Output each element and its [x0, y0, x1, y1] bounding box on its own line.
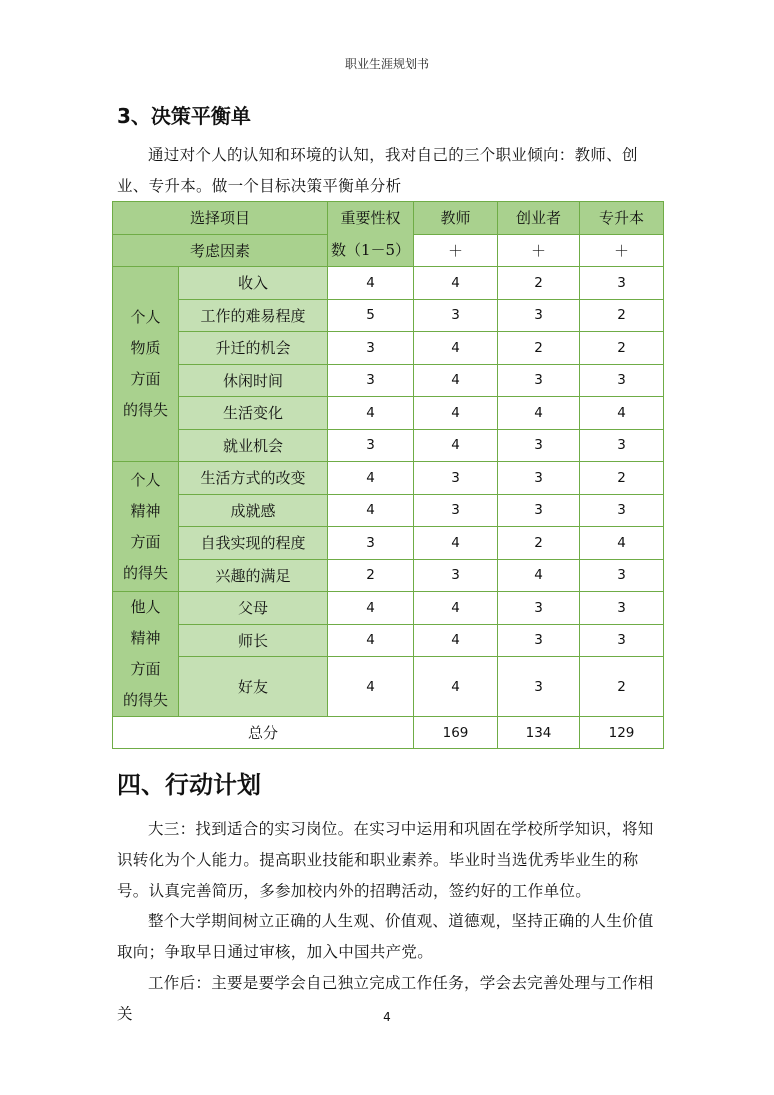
value-cell: 4 [414, 657, 498, 717]
section-heading: 3、决策平衡单 [117, 104, 251, 128]
importance-header-line2: 数（1－5） [330, 241, 411, 259]
value-cell: 3 [498, 429, 580, 462]
group-label-line: 精神 [130, 501, 161, 520]
value-cell: 3 [498, 592, 580, 625]
group-label-line: 的得失 [122, 691, 168, 709]
group-label-line: 个人 [130, 470, 161, 489]
value-cell: 2 [498, 267, 580, 300]
table-row [113, 364, 664, 397]
group-label-line: 方面 [130, 370, 161, 388]
page-header-title: 职业生涯规划书 [344, 57, 429, 71]
value-cell: 4 [414, 624, 498, 657]
value-cell: 3 [498, 462, 580, 495]
weight-cell: 4 [328, 592, 414, 625]
group-label-line: 个人 [130, 308, 161, 326]
table-row [113, 397, 664, 430]
value-cell: 4 [414, 267, 498, 300]
action-plan-heading: 四、行动计划 [117, 771, 261, 799]
select-items-header: 选择项目 [113, 202, 328, 235]
table-row [113, 657, 664, 717]
value-cell: 3 [498, 624, 580, 657]
factor-cell: 升迁的机会 [179, 332, 328, 365]
action-paragraph: 大三：找到适合的实习岗位。在实习中运用和巩固在学校所学知识，将知识转化为个人能力。提高职业技能和职业素养。毕业时当选优秀毕业生的称号。认真完善简历，多参加校内外的招聘活动，签约好的工作单位。 [117, 820, 654, 900]
value-cell: 3 [414, 494, 498, 527]
value-cell: 4 [414, 332, 498, 365]
group-label-line: 的得失 [122, 563, 168, 582]
value-cell: 2 [580, 462, 664, 495]
option-header-teacher: 教师 [414, 202, 498, 235]
group-label-personal-material [113, 267, 179, 462]
table-row [113, 462, 664, 495]
value-cell: 2 [498, 332, 580, 365]
table-row [113, 527, 664, 560]
factor-cell: 好友 [179, 657, 328, 717]
group-label-line: 的得失 [122, 401, 168, 419]
value-cell: 4 [498, 397, 580, 430]
table-row [113, 429, 664, 462]
value-cell: 2 [580, 299, 664, 332]
section-intro: 通过对个人的认知和环境的认知，我对自己的三个职业倾向：教师、创业、专升本。做一个目标决策平衡单分析 [117, 146, 638, 195]
group-label-line: 他人 [130, 598, 161, 616]
value-cell: 4 [580, 397, 664, 430]
total-upgrade: 129 [580, 717, 664, 749]
value-cell: 3 [580, 364, 664, 397]
factor-cell: 生活变化 [179, 397, 328, 430]
value-cell: 3 [498, 494, 580, 527]
sign-teacher: ＋ [414, 234, 498, 267]
table-row [113, 332, 664, 365]
factor-cell: 兴趣的满足 [179, 559, 328, 592]
page-number: 4 [383, 1010, 391, 1024]
weight-cell: 2 [328, 559, 414, 592]
table-row [113, 299, 664, 332]
group-label-line: 方面 [130, 660, 161, 678]
table-row [113, 494, 664, 527]
value-cell: 4 [414, 397, 498, 430]
group-label-line: 物质 [130, 339, 161, 357]
action-paragraph: 整个大学期间树立正确的人生观、价值观、道德观，坚持正确的人生价值取向；争取早日通过审核，加入中国共产党。 [117, 912, 654, 961]
value-cell: 3 [580, 592, 664, 625]
value-cell: 2 [580, 332, 664, 365]
weight-cell: 3 [328, 364, 414, 397]
factor-cell: 生活方式的改变 [179, 462, 328, 495]
weight-cell: 5 [328, 299, 414, 332]
table-row [113, 559, 664, 592]
weight-cell: 4 [328, 462, 414, 495]
table-row [113, 624, 664, 657]
weight-cell: 4 [328, 494, 414, 527]
value-cell: 3 [414, 462, 498, 495]
value-cell: 3 [414, 559, 498, 592]
decision-balance-table [112, 201, 664, 749]
value-cell: 3 [498, 299, 580, 332]
group-label-others-spiritual [113, 592, 179, 717]
value-cell: 3 [580, 624, 664, 657]
factor-cell: 休闲时间 [179, 364, 328, 397]
value-cell: 4 [498, 559, 580, 592]
total-teacher: 169 [414, 717, 498, 749]
option-header-upgrade: 专升本 [580, 202, 664, 235]
factor-cell: 成就感 [179, 494, 328, 527]
value-cell: 2 [580, 657, 664, 717]
importance-header [328, 202, 414, 267]
total-label: 总分 [113, 717, 414, 749]
value-cell: 4 [414, 527, 498, 560]
value-cell: 3 [498, 364, 580, 397]
factor-cell: 就业机会 [179, 429, 328, 462]
factor-cell: 自我实现的程度 [179, 527, 328, 560]
weight-cell: 3 [328, 429, 414, 462]
group-label-personal-spiritual [113, 462, 179, 592]
weight-cell: 4 [328, 657, 414, 717]
sign-entrepreneur: ＋ [498, 234, 580, 267]
group-label-line: 方面 [130, 532, 161, 551]
factor-cell: 父母 [179, 592, 328, 625]
weight-cell: 4 [328, 267, 414, 300]
table-row [113, 592, 664, 625]
option-header-entrepreneur: 创业者 [498, 202, 580, 235]
value-cell: 3 [498, 657, 580, 717]
action-paragraph: 工作后：主要是要学会自己独立完成工作任务，学会去完善处理与工作相关 [117, 974, 654, 1023]
sign-upgrade: ＋ [580, 234, 664, 267]
group-label-line: 精神 [130, 629, 161, 647]
value-cell: 3 [580, 267, 664, 300]
value-cell: 3 [580, 429, 664, 462]
total-row [113, 717, 664, 749]
value-cell: 4 [580, 527, 664, 560]
value-cell: 4 [414, 592, 498, 625]
factor-cell: 收入 [179, 267, 328, 300]
weight-cell: 3 [328, 332, 414, 365]
value-cell: 4 [414, 364, 498, 397]
value-cell: 3 [580, 494, 664, 527]
value-cell: 3 [414, 299, 498, 332]
value-cell: 3 [580, 559, 664, 592]
weight-cell: 4 [328, 624, 414, 657]
value-cell: 2 [498, 527, 580, 560]
weight-cell: 3 [328, 527, 414, 560]
value-cell: 4 [414, 429, 498, 462]
weight-cell: 4 [328, 397, 414, 430]
importance-header-line1: 重要性权 [340, 209, 401, 227]
table-row [113, 267, 664, 300]
factor-cell: 工作的难易程度 [179, 299, 328, 332]
factor-cell: 师长 [179, 624, 328, 657]
total-entrepreneur: 134 [498, 717, 580, 749]
factors-header: 考虑因素 [113, 234, 328, 267]
